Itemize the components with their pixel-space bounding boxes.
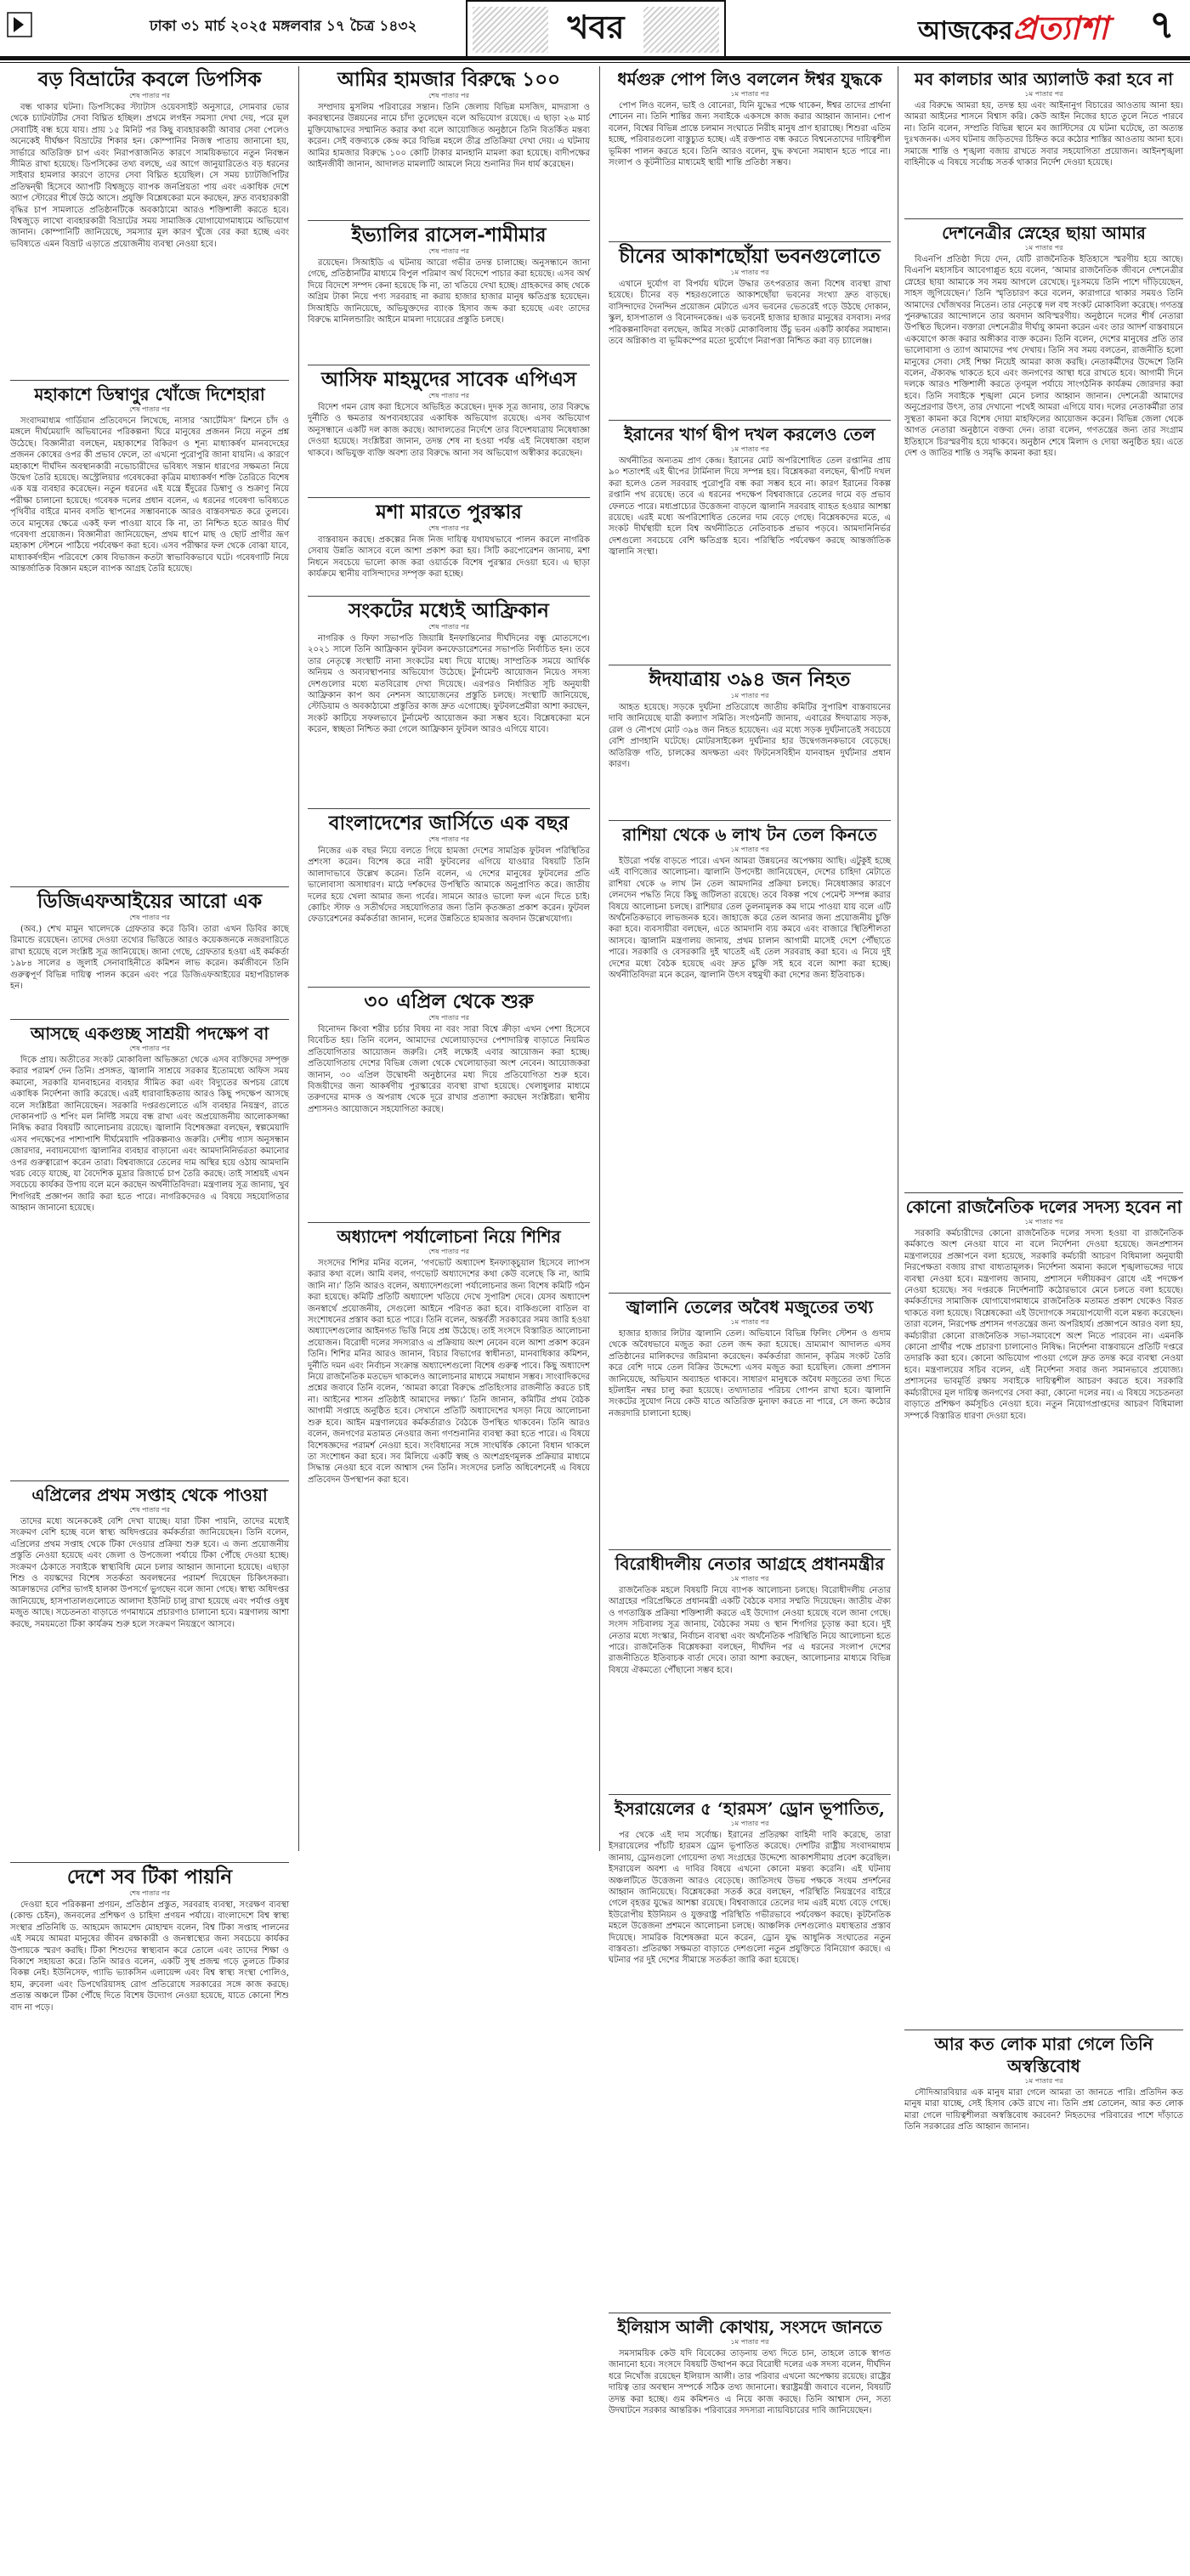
article-adhyadesh bbox=[308, 1222, 590, 2169]
article-tika bbox=[10, 1862, 289, 2104]
logo-prefix: আজকের bbox=[918, 16, 1013, 46]
article-ekgucchho bbox=[10, 1019, 289, 1476]
article-body: দিকে প্রায়। অতীতের সংকট মোকাবিলা অভিজ্ঞতা থেকে এসব ব্যক্তিদের সম্পৃক্ত করার পরামর্শ দেন তিনি। প্রসঙ্গত, জ্বালানি সাশ্রয়ে সরকার ইতোমধ্যে অফিস সময় কমানো, সরকারি যানবাহনের ব্যবহার সীমিত করা এবং বিদ্যুতের অপচয় রোধে একাধিক নির্দেশনা জারি করেছে। এরই ধারাবাহিকতায় আরও কিছু পদক্ষেপ আসছে বলে সংশ্লিষ্টরা জানিয়েছেন। সরকারি দপ্তরগুলোতে এসি ব্যবহার নিয়ন্ত্রণ, রাতে দোকানপাট ও শপিং মল নির্দিষ্ট সময়ে বন্ধ রাখা এবং অপ্রয়োজনীয় আলোকসজ্জা নিষিদ্ধ করার বিষয়টি আলোচনায় রয়েছে। জ্বালানি বিশেষজ্ঞরা বলছেন, স্বল্পমেয়াদি এসব পদক্ষেপের পাশাপাশি দীর্ঘমেয়াদি পরিকল্পনাও জরুরি। দেশীয় গ্যাস অনুসন্ধান জোরদার, নবায়নযোগ্য জ্বালানির ব্যবহার বাড়ানো এবং আমদানিনির্ভরতা কমানোর ওপর গুরুত্বারোপ করেন তারা। বিশ্ববাজারে তেলের দাম অস্থির হয়ে ওঠায় আমদানি খরচ বেড়ে যাচ্ছে, যা বৈদেশিক মুদ্রার রিজার্ভে চাপ তৈরি করছে। তাই সাশ্রয়ই এখন সবচেয়ে কার্যকর উপায় বলে মনে করছেন অর্থনীতিবিদরা। মন্ত্রণালয় সূত্র জানায়, খুব শিগগিরই প্রজ্ঞাপন জারি করা হতে পারে। নাগরিকদেরও এ বিষয়ে সহযোগিতার আহ্বান জানানো হয়েছে। bbox=[10, 1056, 289, 1214]
article-headline: আসছে একগুচ্ছ সাশ্রয়ী পদক্ষেপ বা bbox=[30, 1023, 269, 1044]
article-deshnetri bbox=[904, 218, 1183, 1188]
article-headline: ঈদযাত্রায় ৩৯৪ জন নিহত bbox=[649, 668, 851, 691]
article-divider bbox=[609, 820, 891, 821]
continued-from-label: ১ম পাতার পর bbox=[730, 1318, 769, 1326]
article-dipsik bbox=[10, 68, 289, 376]
continued-from-label: ১ম পাতার পর bbox=[730, 1575, 769, 1582]
continued-from-label: শেষ পাতার পর bbox=[129, 914, 170, 921]
continued-from-label: ১ম পাতার পর bbox=[730, 2338, 769, 2346]
article-headline: ৩০ এপ্রিল থেকে শুরু bbox=[364, 990, 534, 1013]
article-headline: সংকটের মধ্যেই আফ্রিকান bbox=[348, 599, 549, 622]
continued-from-label: শেষ পাতার পর bbox=[129, 1889, 170, 1897]
article-body: সংসদের শিশির মনির বলেন, ‘গণভোট অধ্যাদেশ ইনফ্যাক্চুয়াল হিসেবে ল্যাপস করার কথা বলে। আমি বলব, গণভোট অধ্যাদেশের কথা কেউ বলেছে কি না, আমি জানি না।’ তিনি আরও বলেন, অধ্যাদেশগুলো পর্যালোচনার জন্য বিশেষ কমিটি গঠন করা হয়েছে। কমিটি প্রতিটি অধ্যাদেশ খতিয়ে দেখে সুপারিশ দেবে। যেসব অধ্যাদেশ জনস্বার্থে প্রয়োজনীয়, সেগুলো আইনে পরিণত করা হবে। বাকিগুলো বাতিল বা সংশোধনের প্রস্তাব করা হতে পারে। তিনি বলেন, অন্তর্বর্তী সরকারের সময় জারি হওয়া অধ্যাদেশগুলোর আইনগত ভিত্তি নিয়ে প্রশ্ন উঠেছে। তাই সংসদে বিস্তারিত আলোচনা প্রয়োজন। বিরোধী দলের সদস্যরাও এ প্রক্রিয়ায় অংশ নেবেন বলে আশা প্রকাশ করেন তিনি। শিশির মনির আরও জানান, বিচার বিভাগের স্বাধীনতা, মানবাধিকার কমিশন, দুর্নীতি দমন এবং নির্বাচন সংক্রান্ত অধ্যাদেশগুলো বিশেষ গুরুত্ব পাবে। কিছু অধ্যাদেশ নিয়ে রাজনৈতিক মতভেদ থাকলেও আলোচনার মাধ্যমে সমাধান সম্ভব। সাংবাদিকদের প্রশ্নের জবাবে তিনি বলেন, ‘আমরা কারো বিরুদ্ধে প্রতিহিংসার রাজনীতি করতে চাই না। আইনের শাসন প্রতিষ্ঠাই আমাদের লক্ষ্য।’ তিনি জানান, কমিটির প্রথম বৈঠক আগামী সপ্তাহে অনুষ্ঠিত হবে। সেখানে প্রতিটি অধ্যাদেশের খসড়া নিয়ে আলোচনা শুরু হবে। আইন মন্ত্রণালয়ের কর্মকর্তারাও বৈঠকে উপস্থিত থাকবেন। তিনি আরও বলেন, জনগণের মতামত নেওয়ার জন্য গণশুনানির ব্যবস্থা করা হতে পারে। এ বিষয়ে বিশেষজ্ঞদের পরামর্শ নেওয়া হবে। সংবিধানের সঙ্গে সাংঘর্ষিক কোনো বিধান থাকলে তা সংশোধন করা হবে। সব মিলিয়ে একটি স্বচ্ছ ও অংশগ্রহণমূলক প্রক্রিয়ার মাধ্যমে সিদ্ধান্ত নেওয়া হবে বলে আশ্বাস দেন তিনি। সংসদের চলতি অধিবেশনেই এ বিষয়ে প্রতিবেদন উপস্থাপন করা হবে। bbox=[308, 1259, 590, 1485]
article-headline: অধ্যাদেশ পর্যালোচনা নিয়ে শিশির bbox=[337, 1226, 561, 1247]
article-headline: আমির হামজার বিরুদ্ধে ১০০ bbox=[337, 68, 561, 91]
continued-from-label: ১ম পাতার পর bbox=[1024, 2077, 1063, 2085]
article-headline: মহাকাশে ডিম্বাণুর খোঁজে দিশেহারা bbox=[34, 384, 265, 405]
article-divider bbox=[308, 808, 590, 809]
article-divider bbox=[10, 1862, 289, 1863]
article-headline: কোনো রাজনৈতিক দলের সদস্য হবেন না bbox=[905, 1197, 1182, 1217]
article-headline: ইলিয়াস আলী কোথায়, সংসদে জানতে bbox=[617, 2317, 882, 2337]
article-body: দেওয়া হবে পরিকল্পনা প্রণয়ন, প্রতিষ্ঠান প্রস্তুত, সরবরাহ ব্যবস্থা, সংরক্ষণ ব্যবস্থা (কোল্ড চেইন), জনবলের প্রশিক্ষণ ও চাহিদা প্রণয়ন পর্যায়ে। বাংলাদেশে বিশ্ব স্বাস্থ্য সংস্থার প্রতিনিধি ড. আহমেদ জামশেদ মোহাম্মদ বলেন, বিশ্ব টিকা সপ্তাহ পালনের এই সময়ে আমরা মানুষের জীবন রক্ষাকারী ও জনস্বাস্থ্যের জন্য সবচেয়ে কার্যকর উপায়কে স্মরণ করছি। টিকা শিশুদের স্বাস্থ্যবান করে তোলে এবং তাদের শিক্ষা ও বিকাশে সহায়তা করে। তিনি আরও বলেন, একটি সুস্থ প্রজন্ম গড়ে তুলতে টিকার বিকল্প নেই। ইউনিসেফ, গ্যাভি ভ্যাকসিন এলায়েন্স এবং বিশ্ব স্বাস্থ্য সংস্থা পোলিও, হাম, রুবেলা এবং ডিপথেরিয়াসহ রোগ প্রতিরোধে সরকারের সঙ্গে কাজ করছে। প্রত্যন্ত অঞ্চলে টিকা পৌঁছে দিতে বিশেষ উদ্যোগ নেওয়া হয়েছে, যাতে কোনো শিশু বাদ না পড়ে। bbox=[10, 1900, 289, 2013]
article-headline: ইরানের খার্গ দ্বীপ দখল করলেও তেল bbox=[624, 424, 876, 444]
column-2 bbox=[308, 66, 590, 1851]
article-headline: আসিফ মাহমুদের সাবেক এপিএস bbox=[320, 368, 577, 391]
continued-from-label: শেষ পাতার পর bbox=[428, 1014, 469, 1022]
continued-from-label: ১ম পাতার পর bbox=[730, 692, 769, 699]
article-divider bbox=[308, 596, 590, 597]
article-africa bbox=[308, 596, 590, 804]
continued-from-label: ১ম পাতার পর bbox=[1024, 1218, 1063, 1226]
article-birodhi bbox=[609, 1549, 891, 1790]
article-body: বাস্তবায়ন করছে। প্রকল্পের নিজ নিজ দায়িত্ব যথাযথভাবে পালন করলে নাগরিক সেবায় উন্নতি আসবে বলে আশা প্রকাশ করা হয়। সিটি করপোরেশন জানায়, মশা নিধনে সবচেয়ে ভালো কাজ করা ওয়ার্ডকে বিশেষ পুরস্কার দেওয়া হবে। এ ছাড়া কার্যক্রমে স্থানীয় বাসিন্দাদের সম্পৃক্ত করা হচ্ছে। bbox=[308, 535, 590, 580]
article-april bbox=[10, 1480, 289, 1858]
article-body: অর্থনীতির অন্যতম প্রাণ কেন্দ্র। ইরানের মোট অপরিশোধিত তেল রপ্তানির প্রায় ৯০ শতাংশই এই দ্বীপের টার্মিনাল দিয়ে সম্পন্ন হয়। বিশ্লেষকরা বলছেন, দ্বীপটি দখল করা হলেও তেল সরবরাহ পুরোপুরি বন্ধ করা সম্ভব হবে না। কারণ ইরানের বিকল্প রপ্তানি পথ রয়েছে। তবে এ ধরনের পদক্ষেপ বিশ্ববাজারে তেলের দামে বড় প্রভাব ফেলতে পারে। মধ্যপ্রাচ্যের উত্তেজনা বাড়লে জ্বালানি সরবরাহ ব্যাহত হওয়ার আশঙ্কা রয়েছে। এরই মধ্যে অপরিশোধিত তেলের দাম বেড়ে গেছে। বিশ্লেষকদের মতে, এ সংকট দীর্ঘস্থায়ী হলে বিশ্ব অর্থনীতিতে নেতিবাচক প্রভাব পড়বে। আমদানিনির্ভর দেশগুলো সবচেয়ে বেশি ক্ষতিগ্রস্ত হবে। পরিস্থিতি পর্যবেক্ষণ করছে আন্তর্জাতিক জ্বালানি সংস্থা। bbox=[609, 456, 891, 558]
article-mahakash bbox=[10, 380, 289, 882]
article-body: সংবাদমাধ্যম গার্ডিয়ান প্রতিবেদনে লিখেছে, নাসার ‘আর্টেমিস’ মিশনে চাঁদ ও মঙ্গলে দীর্ঘমেয়াদি অভিযানের পরিকল্পনা ঘিরে মানুষের প্রজনন নিয়ে নতুন প্রশ্ন উঠেছে। বিজ্ঞানীরা বলছেন, মহাকাশের বিকিরণ ও শূন্য মাধ্যাকর্ষণ মানবদেহের প্রজনন কোষের ওপর কী প্রভাব ফেলে, তা এখনো পুরোপুরি জানা যায়নি। এ কারণে মহাকাশে দীর্ঘদিন অবস্থানকারী নভোচারীদের ভবিষ্যৎ সন্তান ধারণের সক্ষমতা নিয়ে উদ্বেগ তৈরি হয়েছে। অস্ট্রেলিয়ার গবেষকেরা কৃত্রিম মাধ্যাকর্ষণ শক্তি তৈরিতে বিশেষ এক যন্ত্র ব্যবহার করেছেন। নতুন ধরনের এই যন্ত্রে ইঁদুরের ডিম্বাণু ও শুক্রাণু নিয়ে পরীক্ষা চালানো হয়েছে। গবেষক দলের প্রধান বলেন, এ ধরনের গবেষণা ভবিষ্যতে পৃথিবীর বাইরে মানব বসতি স্থাপনের সম্ভাবনাকে আরও বাস্তবসম্মত করে তুলবে। তবে মানুষের ক্ষেত্রে একই ফল পাওয়া যাবে কি না, তা নিশ্চিত হতে আরও দীর্ঘ গবেষণা প্রয়োজন। বিজ্ঞানীরা জানিয়েছেন, প্রথম ধাপে মাছ ও ছোট প্রাণীর ভ্রূণ মহাকাশ স্টেশনে পাঠিয়ে পর্যবেক্ষণ করা হবে। এসব পরীক্ষার ফল থেকে বোঝা যাবে, মাধ্যাকর্ষণহীন পরিবেশে কোষ বিভাজন কতটা স্বাভাবিকভাবে ঘটে। গবেষণাটি নিয়ে আন্তর্জাতিক বিজ্ঞান মহলে ব্যাপক আগ্রহ তৈরি হয়েছে। bbox=[10, 416, 289, 575]
article-divider bbox=[609, 1794, 891, 1795]
article-body: ইউরো পর্যন্ত বাড়তে পারে। এখন আমরা উন্নয়নের অপেক্ষায় আছি। এটুকুই হচ্ছে এই বাণিজ্যের আলোচনা। জ্বালানি উপদেষ্টা জানিয়েছেন, দেশের চাহিদা মেটাতে রাশিয়া থেকে ৬ লাখ টন তেল আমদানির প্রক্রিয়া চলছে। নিষেধাজ্ঞার কারণে লেনদেন পদ্ধতি নিয়ে কিছু জটিলতা রয়েছে। তবে বিকল্প পথে পেমেন্ট সম্পন্ন করার বিষয়ে আলোচনা চলছে। রাশিয়ার তেল তুলনামূলক কম দামে পাওয়া যায় বলে এটি অর্থনৈতিকভাবে লাভজনক হবে। জাহাজে করে তেল আনার জন্য প্রয়োজনীয় চুক্তি করা হবে। ব্যবসায়ীরা বলছেন, এতে আমদানি ব্যয় কমবে এবং বাজারে স্থিতিশীলতা আসবে। জ্বালানি মন্ত্রণালয় জানায়, প্রথম চালান আগামী মাসেই দেশে পৌঁছাতে পারে। সরকারি ও বেসরকারি দুই খাতেই এই তেল সরবরাহ করা হবে। এ নিয়ে দুই দেশের মধ্যে বৈঠক হয়েছে এবং দ্রুত চুক্তি সই হবে বলে আশা করা হচ্ছে। অর্থনীতিবিদরা মনে করেন, জ্বালানি উৎস বহুমুখী করা দেশের জন্য ইতিবাচক। bbox=[609, 857, 891, 981]
article-divider bbox=[904, 218, 1183, 219]
page-number bbox=[1134, 0, 1190, 56]
continued-from-label: শেষ পাতার পর bbox=[129, 405, 170, 413]
continued-from-label: শেষ পাতার পর bbox=[428, 835, 469, 843]
column-3 bbox=[609, 66, 891, 2416]
masthead-rule bbox=[0, 56, 1190, 60]
article-body: সৌদিআরবিয়ার এক মানুষ মারা গেলে আমরা তা জানতে পারি। প্রতিদিন কত মানুষ মারা যাচ্ছে, সেই হিসাব কেউ রাখে না। তিনি প্রশ্ন তোলেন, আর কত লোক মারা গেলে দায়িত্বশীলরা অস্বস্তিবোধ করবেন? নিহতদের পরিবারের পাশে দাঁড়াতে তিনি সরকারের প্রতি আহ্বান জানান। bbox=[904, 2088, 1183, 2132]
article-body: রয়েছেন। সিআইডি এ ঘটনায় আরো গভীর তদন্ত চালাচ্ছে। অনুসন্ধানে জানা গেছে, প্রতিষ্ঠানটির মাধ্যমে বিপুল পরিমাণ অর্থ বিদেশে পাচার করা হয়েছে। এসব অর্থ দিয়ে বিদেশে সম্পদ কেনা হয়েছে কি না, তা খতিয়ে দেখা হচ্ছে। গ্রাহকদের কাছ থেকে অগ্রিম টাকা নিয়ে পণ্য সরবরাহ না করায় হাজার হাজার মানুষ ক্ষতিগ্রস্ত হয়েছেন। সিআইডি জানিয়েছে, অভিযুক্তদের ব্যাংক হিসাব জব্দ করা হয়েছে এবং তাদের বিরুদ্ধে মানিলন্ডারিং আইনে মামলা দায়েরের প্রস্তুতি চলছে। bbox=[308, 258, 590, 326]
article-eid bbox=[609, 665, 891, 816]
article-divider bbox=[10, 380, 289, 381]
dateline: ঢাকা ৩১ মার্চ ২০২৫ মঙ্গলবার ১৭ চৈত্র ১৪৩২ bbox=[150, 18, 417, 35]
article-divider bbox=[10, 1019, 289, 1020]
article-russia bbox=[609, 820, 891, 1288]
article-divider bbox=[308, 220, 590, 221]
article-body: পর থেকে এই দাম সর্বোচ্চ। ইরানের প্রতিরক্ষা বাহিনী দাবি করেছে, তারা ইসরায়েলের পাঁচটি হারমস ড্রোন ভূপাতিত করেছে। দেশটির রাষ্ট্রীয় সংবাদমাধ্যম জানায়, ড্রোনগুলো গোয়েন্দা তথ্য সংগ্রহের উদ্দেশ্যে আকাশসীমায় প্রবেশ করেছিল। ইসরায়েল অবশ্য এ দাবির বিষয়ে এখনো কোনো মন্তব্য করেনি। এই ঘটনায় অঞ্চলটিতে উত্তেজনা আরও বেড়েছে। জাতিসংঘ উভয় পক্ষকে সংযম প্রদর্শনের আহ্বান জানিয়েছে। বিশ্লেষকেরা সতর্ক করে বলছেন, পরিস্থিতি নিয়ন্ত্রণের বাইরে গেলে বৃহত্তর যুদ্ধের আশঙ্কা রয়েছে। বিশ্ববাজারে তেলের দাম এরই মধ্যে বেড়ে গেছে। ইউরোপীয় ইউনিয়ন ও যুক্তরাষ্ট্র পরিস্থিতি গভীরভাবে পর্যবেক্ষণ করছে। কূটনৈতিক মহলে উত্তেজনা প্রশমনে আলোচনা চলছে। আঞ্চলিক দেশগুলোও মধ্যস্থতার প্রস্তাব দিয়েছে। সামরিক বিশেষজ্ঞরা মনে করেন, ড্রোন যুদ্ধ আধুনিক সংঘাতের নতুন বাস্তবতা। প্রতিরক্ষা সক্ষমতা বাড়াতে দেশগুলো নতুন প্রযুক্তিতে বিনিয়োগ করছে। এ ঘটনার পর দুই দেশের সীমান্তে সতর্কতা জারি করা হয়েছে। bbox=[609, 1831, 891, 1966]
article-body: এখানে দুর্যোগ বা বিপর্যয় ঘটলে উদ্ধার তৎপরতার জন্য বিশেষ ব্যবস্থা রাখা হয়েছে। চীনের বড় শহরগুলোতে আকাশছোঁয়া ভবনের সংখ্যা দ্রুত বাড়ছে। বাসিন্দাদের দৈনন্দিন প্রয়োজন মেটাতে এসব ভবনের ভেতরেই গড়ে উঠছে দোকান, স্কুল, হাসপাতাল ও বিনোদনকেন্দ্র। এক ভবনেই হাজার হাজার মানুষের বসবাস। নগর পরিকল্পনাবিদরা বলছেন, জমির সংকট মোকাবিলায় উঁচু ভবন একটি কার্যকর সমাধান। তবে অগ্নিকাণ্ড বা ভূমিকম্পের মতো দুর্যোগে নিরাপত্তা নিশ্চিত করা বড় চ্যালেঞ্জ। bbox=[609, 280, 891, 347]
article-body: নিজের এক বছর নিয়ে বলতে গিয়ে হামজা দেশের সামগ্রিক ফুটবল পরিস্থিতির প্রশংসা করেন। বিশেষ করে নারী ফুটবলের এগিয়ে যাওয়ার বিষয়টি তিনি আলাদাভাবে উল্লেখ করেন। তিনি বলেন, এ দেশের মানুষের ফুটবলের প্রতি ভালোবাসা অসাধারণ। মাঠে দর্শকদের উপস্থিতি আমাকে অনুপ্রাণিত করে। জাতীয় দলের হয়ে খেলা আমার জন্য গর্বের। সামনে আরও ভালো ফল এনে দিতে চাই। কোচিং স্টাফ ও সতীর্থদের সহযোগিতার জন্য তিনি কৃতজ্ঞতা প্রকাশ করেন। ফুটবল ফেডারেশনের কর্মকর্তারা জানান, দলের উন্নতিতে হামজার অবদান উল্লেখযোগ্য। bbox=[308, 846, 590, 925]
column-divider bbox=[298, 66, 299, 1851]
article-headline: ইভ্যালির রাসেল-শামীমার bbox=[351, 224, 547, 246]
article-divider bbox=[308, 497, 590, 498]
logo-main: প্রত্যাশা bbox=[1012, 8, 1108, 47]
article-body: হাজার হাজার লিটার জ্বালানি তেল। অভিযানে বিভিন্ন ফিলিং স্টেশন ও গুদাম থেকে অবৈধভাবে মজুত করা তেল জব্দ করা হয়েছে। ভ্রাম্যমাণ আদালত এসব প্রতিষ্ঠানের মালিকদের জরিমানা করেছেন। কর্মকর্তারা জানান, কৃত্রিম সংকট তৈরি করে বেশি দামে তেল বিক্রির উদ্দেশ্যে এসব মজুত করা হয়েছিল। জেলা প্রশাসন জানিয়েছে, অভিযান অব্যাহত থাকবে। সাধারণ মানুষকে অবৈধ মজুতের তথ্য দিতে হটলাইন নম্বর চালু করা হয়েছে। তথ্যদাতার পরিচয় গোপন রাখা হবে। জ্বালানি সংকটের সুযোগ নিয়ে কেউ যাতে অতিরিক্ত মুনাফা করতে না পারে, সে জন্য কঠোর নজরদারি চালানো হচ্ছে। bbox=[609, 1329, 891, 1418]
article-april30 bbox=[308, 987, 590, 1218]
article-jersey bbox=[308, 808, 590, 982]
column-divider bbox=[599, 66, 600, 1851]
continued-from-label: শেষ পাতার পর bbox=[428, 92, 469, 99]
article-body: তাদের মধ্যে অনেককেই বেশি দেখা যাচ্ছে। যারা টিকা পায়নি, তাদের মধ্যেই সংক্রমণ বেশি হচ্ছে বলে স্বাস্থ্য অধিদপ্তরের কর্মকর্তারা জানিয়েছেন। তিনি বলেন, এপ্রিলের প্রথম সপ্তাহ থেকে টিকা দেওয়ার প্রক্রিয়া শুরু হবে। এ জন্য প্রয়োজনীয় প্রস্তুতি নেওয়া হয়েছে এবং জেলা ও উপজেলা পর্যায়ে টিকা পৌঁছে দেওয়া হচ্ছে। সংক্রমণ ঠেকাতে সবাইকে স্বাস্থ্যবিধি মেনে চলার আহ্বান জানানো হয়েছে। এছাড়া শিশু ও বয়স্কদের বিশেষ সতর্কতা অবলম্বনের পরামর্শ দিয়েছেন চিকিৎসকরা। আক্রান্তদের বেশির ভাগই হালকা উপসর্গে ভুগছেন বলে জানা গেছে। স্বাস্থ্য অধিদপ্তর জানিয়েছে, হাসপাতালগুলোতে আলাদা ইউনিট চালু রাখা হয়েছে এবং পর্যাপ্ত ওষুধ মজুত আছে। সচেতনতা বাড়াতে গণমাধ্যমে প্রচারণাও চালানো হবে। মন্ত্রণালয় আশা করছে, সময়মতো টিকা কার্যক্রম শুরু হলে সংক্রমণ নিয়ন্ত্রণে আসবে। bbox=[10, 1517, 289, 1629]
continued-from-label: শেষ পাতার পর bbox=[428, 247, 469, 255]
article-divider bbox=[308, 1222, 590, 1223]
article-headline: চীনের আকাশছোঁয়া ভবনগুলোতে bbox=[619, 245, 881, 268]
page-corner-mark-icon bbox=[7, 12, 32, 37]
section-title: খবর bbox=[548, 3, 643, 57]
section-title-box bbox=[466, 0, 726, 59]
continued-from-label: ১ম পাতার পর bbox=[1024, 244, 1063, 252]
article-headline: মশা মারতে পুরস্কার bbox=[376, 501, 522, 524]
article-body: বিনোদন কিংবা শরীর চর্চার বিষয় না বরং সারা বিশ্বে ক্রীড়া এখন পেশা হিসেবে বিবেচিত হয়। তিনি বলেন, আমাদের খেলোয়াড়দের পেশাদারিত্ব বাড়াতে নিয়মিত প্রতিযোগিতার আয়োজন জরুরি। সেই লক্ষ্যেই এবার আয়োজন করা হচ্ছে। প্রতিযোগিতায় দেশের বিভিন্ন জেলা থেকে খেলোয়াড়রা অংশ নেবেন। আয়োজকরা জানান, ৩০ এপ্রিল উদ্বোধনী অনুষ্ঠানের মধ্য দিয়ে প্রতিযোগিতা শুরু হবে। বিজয়ীদের জন্য আকর্ষণীয় পুরস্কারের ব্যবস্থা রাখা হয়েছে। খেলাধুলার মাধ্যমে তরুণদের মাদক ও অপরাধ থেকে দূরে রাখার প্রত্যাশা করছেন সংশ্লিষ্টরা। স্থানীয় প্রশাসনও আয়োজনে সহযোগিতা করছে। bbox=[308, 1025, 590, 1114]
article-headline: বাংলাদেশের জার্সিতে এক বছর bbox=[328, 812, 570, 835]
newspaper-logo bbox=[918, 3, 1122, 51]
article-body: বিদেশ গমন রোধ করা হিসেবে অভিহিত করেছেন। দুদক সূত্র জানায়, তার বিরুদ্ধে দুর্নীতি ও ক্ষমতার অপব্যবহারের একাধিক অভিযোগ রয়েছে। এসব অভিযোগ অনুসন্ধানে একটি দল কাজ করছে। আদালতের নির্দেশে তার বিদেশযাত্রায় নিষেধাজ্ঞা দেওয়া হয়েছে। সংশ্লিষ্টরা জানান, তদন্ত শেষ না হওয়া পর্যন্ত এই নিষেধাজ্ঞা বহাল থাকবে। অভিযুক্ত ব্যক্তি অবশ্য তার বিরুদ্ধে আনা সব অভিযোগ অস্বীকার করেছেন। bbox=[308, 403, 590, 458]
article-divider bbox=[10, 1480, 289, 1481]
article-body: বন্ধ থাকার ঘটনা। ডিপসিকের স্ট্যাটাস ওয়েবসাইট অনুসারে, সোমবার ভোর থেকে চ্যাটবটটির সেবা বিঘ্নিত হচ্ছিল। প্রথমে লগইন সমস্যা দেখা দেয়, পরে মূল সেবাটিই বন্ধ হয়ে যায়। প্রায় ১৫ মিনিট পর কিছু ব্যবহারকারী আবার সেবা পেলেও অনেকেই দীর্ঘক্ষণ বিভ্রাটের শিকার হন। কোম্পানির নিজস্ব পাতায় জানানো হয়, সার্ভারে অতিরিক্ত চাপ এবং নিরাপত্তাজনিত কারণে সাময়িকভাবে নতুন নিবন্ধন সীমিত রাখা হয়েছে। ডিপসিকের তথ্য বলছে, এর আগে জানুয়ারিতেও বড় ধরনের সাইবার হামলার কারণে তাদের সেবা বিঘ্নিত হয়েছিল। সে সময় চ্যাটজিপিটির প্রতিদ্বন্দ্বী হিসেবে অ্যাপটি বিশ্বজুড়ে ব্যাপক জনপ্রিয়তা পায় এবং একাধিক দেশে অ্যাপ স্টোরের শীর্ষে উঠে আসে। প্রযুক্তি বিশ্লেষকেরা মনে করছেন, দ্রুত ব্যবহারকারী বৃদ্ধির চাপ সামলাতে প্রতিষ্ঠানটিকে অবকাঠামো আরও শক্তিশালী করতে হবে। বিশ্বজুড়ে লাখো ব্যবহারকারী বিভ্রাটের সময় সামাজিক যোগাযোগমাধ্যমে অভিযোগ জানান। কোম্পানিটি জানিয়েছে, সমস্যার মূল কারণ খুঁজে বের করা হচ্ছে এবং ভবিষ্যতে এমন বিভ্রাট এড়াতে প্রয়োজনীয় ব্যবস্থা নেওয়া হবে। bbox=[10, 103, 289, 249]
article-harms bbox=[609, 1794, 891, 2308]
article-headline: জ্বালানি তেলের অবৈধ মজুতের তথ্য bbox=[626, 1297, 874, 1317]
article-divider bbox=[10, 886, 289, 887]
article-body: আহত হয়েছে। সড়কে দুর্ঘটনা প্রতিরোধে জাতীয় কমিটির সুপারিশ বাস্তবায়নের দাবি জানিয়েছে যাত্রী কল্যাণ সমিতি। সংগঠনটি জানায়, এবারের ঈদযাত্রায় সড়ক, রেল ও নৌপথে মোট ৩৯৪ জন নিহত হয়েছেন। এর মধ্যে সড়ক দুর্ঘটনাতেই সবচেয়ে বেশি প্রাণহানি ঘটেছে। মোটরসাইকেল দুর্ঘটনার হার উদ্বেগজনকভাবে বেড়েছে। অতিরিক্ত গতি, চালকের অদক্ষতা এবং ফিটনেসবিহীন যানবাহন দুর্ঘটনার প্রধান কারণ। bbox=[609, 703, 891, 770]
article-hamza bbox=[308, 68, 590, 216]
continued-from-label: ১ম পাতার পর bbox=[730, 269, 769, 276]
continued-from-label: শেষ পাতার পর bbox=[428, 623, 469, 631]
article-divider bbox=[308, 987, 590, 988]
article-headline: বড় বিভ্রাটের কবলে ডিপসিক bbox=[37, 68, 262, 91]
article-divider bbox=[609, 420, 891, 421]
article-body: সম্প্রদায় মুসলিম পরিবারের সন্তান। তিনি জেলায় বিভিন্ন মসজিদ, মাদরাসা ও কবরস্থানের উন্নয়নের নামে চাঁদা তুলেছেন বলে অভিযোগ রয়েছে। এ ছাড়া ২৬ মার্চ মুক্তিযোদ্ধাদের সম্মানিত করার কথা বলে আয়োজিত অনুষ্ঠানে তিনি বিতর্কিত মন্তব্য করেন। সেই বক্তব্যকে কেন্দ্র করে বিভিন্ন মহলে তীব্র প্রতিক্রিয়া দেখা দেয়। এ ঘটনায় আমির হামজার বিরুদ্ধে ১০০ কোটি টাকার মানহানি মামলা করা হয়েছে। বাদীপক্ষের আইনজীবী জানান, আদালত মামলাটি আমলে নিয়ে শুনানির দিন ধার্য করেছেন। bbox=[308, 103, 590, 170]
continued-from-label: শেষ পাতার পর bbox=[428, 1248, 469, 1255]
article-divider bbox=[609, 1549, 891, 1550]
article-headline: ধর্মগুরু পোপ লিও বললেন ঈশ্বর যুদ্ধকে bbox=[617, 69, 882, 89]
article-headline: ডিজিএফআইয়ের আরো এক bbox=[37, 890, 263, 913]
article-pope bbox=[609, 68, 891, 237]
article-body: সমসাময়িক কেউ যদি বিবেকের তাড়নায় তথ্য দিতে চান, তাহলে তাকে স্বাগত জানানো হবে। সংসদে বিষয়টি উত্থাপন করে বিরোধী দলের এক সদস্য বলেন, দীর্ঘদিন ধরে নিখোঁজ রয়েছেন ইলিয়াস আলী। তার পরিবার এখনো অপেক্ষায় রয়েছে। রাষ্ট্রের দায়িত্ব তার অবস্থান সম্পর্কে সঠিক তথ্য জানানো। স্বরাষ্ট্রমন্ত্রী জবাবে বলেন, বিষয়টি তদন্ত করা হচ্ছে। গুম কমিশনও এ নিয়ে কাজ করছে। তিনি আশ্বাস দেন, সত্য উদঘাটনে সরকার আন্তরিক। পরিবারের সদস্যরা ন্যায়বিচারের দাবি জানিয়েছেন। bbox=[609, 2349, 891, 2416]
continued-from-label: ১ম পাতার পর bbox=[730, 1820, 769, 1827]
article-iran bbox=[609, 420, 891, 660]
article-divider bbox=[609, 1293, 891, 1294]
article-body: (অব.) শেখ মামুন খালেদকে গ্রেফতার করে ডিবি। তারা এখন ডিবির কাছে রিমান্ডে রয়েছেন। তাদের দেওয়া তথ্যের ভিত্তিতে আরও কয়েকজনকে নজরদারিতে রাখা হয়েছে বলে সংশ্লিষ্ট সূত্র জানিয়েছে। জানা গেছে, গ্রেফতার হওয়া এই কর্মকর্তা ১৯৮৪ সালের ৪ জুলাই সেনাবাহিনীতে কমিশন লাভ করেন। কর্মজীবনে তিনি গুরুত্বপূর্ণ বিভিন্ন দায়িত্ব পালন করেন এবং পরে ডিজিএফআইয়ের মহাপরিচালক হন। bbox=[10, 925, 289, 992]
continued-from-label: শেষ পাতার পর bbox=[428, 392, 469, 399]
article-koto bbox=[904, 2030, 1183, 2144]
article-headline: দেশে সব টিকা পায়নি bbox=[66, 1865, 233, 1888]
continued-from-label: ১ম পাতার পর bbox=[730, 445, 769, 453]
article-body: সরকারি কর্মচারীদের কোনো রাজনৈতিক দলের সদস্য হওয়া বা রাজনৈতিক কর্মকাণ্ডে অংশ নেওয়া যাবে না বলে নির্দেশনা দেওয়া হয়েছে। জনপ্রশাসন মন্ত্রণালয়ের প্রজ্ঞাপনে বলা হয়েছে, সরকারি কর্মচারী আচরণ বিধিমালা অনুযায়ী নিরপেক্ষতা বজায় রাখা বাধ্যতামূলক। নির্দেশনা অমান্য করলে শৃঙ্খলাভঙ্গের দায়ে ব্যবস্থা নেওয়া হবে। মন্ত্রণালয় জানায়, প্রশাসনে দলীয়করণ রোধে এই পদক্ষেপ নেওয়া হয়েছে। সব দপ্তরকে নির্দেশনাটি কঠোরভাবে মেনে চলতে বলা হয়েছে। কর্মকর্তাদের সামাজিক যোগাযোগমাধ্যমে রাজনৈতিক মতামত প্রকাশ থেকেও বিরত থাকতে বলা হয়েছে। বিশ্লেষকেরা এই উদ্যোগকে সময়োপযোগী বলে মন্তব্য করেছেন। তারা বলেন, নিরপেক্ষ প্রশাসন গণতন্ত্রের জন্য অপরিহার্য। প্রজ্ঞাপনে আরও বলা হয়, কর্মচারীরা কোনো রাজনৈতিক সভা-সমাবেশে অংশ নিতে পারবেন না। এমনকি কোনো প্রার্থীর পক্ষে প্রচারণা চালানোও নিষিদ্ধ। নির্দেশনা বাস্তবায়নে প্রতিটি দপ্তরে তদারকি করা হবে। কোনো অভিযোগ পাওয়া গেলে দ্রুত তদন্ত করে ব্যবস্থা নেওয়া হবে। মন্ত্রণালয়ের সচিব বলেন, এই নির্দেশনা সবার জন্য সমানভাবে প্রযোজ্য। প্রশাসনের ভাবমূর্তি রক্ষায় সবাইকে দায়িত্বশীল আচরণ করতে হবে। সরকারি কর্মচারীদের মূল দায়িত্ব জনগণের সেবা করা, কোনো দলের নয়। এ বিষয়ে সচেতনতা বাড়াতে প্রশিক্ষণ কর্মসূচিও নেওয়া হবে। নতুন নিয়োগপ্রাপ্তদের আচরণ বিধিমালা সম্পর্কে বিস্তারিত ধারণা দেওয়া হবে। bbox=[904, 1229, 1183, 1421]
article-russel bbox=[308, 220, 590, 360]
article-body: নাগরিক ও ফিফা সভাপতি জিয়ান্নি ইনফান্তিনোর দীর্ঘদিনের বন্ধু মোতসেপে। ২০২১ সালে তিনি আফ্রিকান ফুটবল কনফেডারেশনের সভাপতি নির্বাচিত হন। তবে তার নেতৃত্বে সংস্থাটি নানা সংকটের মধ্য দিয়ে যাচ্ছে। সাম্প্রতিক সময়ে আর্থিক অনিয়ম ও অব্যবস্থাপনার অভিযোগ উঠেছে। টুর্নামেন্ট আয়োজন নিয়েও সদস্য দেশগুলোর মধ্যে মতবিরোধ দেখা দিয়েছে। এরপরও নির্ধারিত সূচি অনুযায়ী আফ্রিকান কাপ অব নেশনস আয়োজনের প্রস্তুতি চলছে। সংস্থাটি জানিয়েছে, স্টেডিয়াম ও অবকাঠামো প্রস্তুতির কাজ দ্রুত এগোচ্ছে। ফুটবলপ্রেমীরা আশা করছেন, সংকট কাটিয়ে সফলভাবে টুর্নামেন্ট আয়োজন করা সম্ভব হবে। বিশ্লেষকেরা মনে করেন, স্বচ্ছতা নিশ্চিত করা গেলে আফ্রিকান ফুটবল আরও এগিয়ে যাবে। bbox=[308, 634, 590, 735]
article-headline: ইসরায়েলের ৫ ‘হারমস’ ড্রোন ভূপাতিত, bbox=[614, 1798, 886, 1819]
article-headline: রাশিয়া থেকে ৬ লাখ টন তেল কিনতে bbox=[622, 824, 877, 845]
article-jalani bbox=[609, 1293, 891, 1545]
continued-from-label: ১ম পাতার পর bbox=[1024, 90, 1063, 98]
article-headline: মব কালচার আর অ্যালাউ করা হবে না bbox=[914, 69, 1174, 89]
article-body: এর বিরুদ্ধে আমরা হয়, তদন্ত হয় এবং আইনানুগ বিচারের আওতায় আনা হয়। আমরা আইনের শাসনে বিশ্বাস করি। কেউ আইন নিজের হাতে তুলে নিতে পারবে না। তিনি বলেন, সম্প্রতি বিভিন্ন স্থানে মব জাস্টিসের যে ঘটনা ঘটেছে, তা অত্যন্ত দুঃখজনক। এসব ঘটনায় জড়িতদের চিহ্নিত করে কঠোর শাস্তির আওতায় আনা হবে। সমাজে শান্তি ও শৃঙ্খলা বজায় রাখতে সবার সহযোগিতা প্রয়োজন। আইনশৃঙ্খলা বাহিনীকে এ বিষয়ে সর্বোচ্চ সতর্ক থাকার নির্দেশ দেওয়া হয়েছে। bbox=[904, 101, 1183, 168]
article-divider bbox=[904, 1192, 1183, 1193]
article-china bbox=[609, 241, 891, 416]
continued-from-label: শেষ পাতার পর bbox=[428, 524, 469, 532]
article-dgfi bbox=[10, 886, 289, 1015]
article-headline: বিরোধীদলীয় নেতার আগ্রহে প্রধানমন্ত্রীর bbox=[615, 1554, 885, 1574]
article-culture bbox=[904, 68, 1183, 214]
article-headline: এপ্রিলের প্রথম সপ্তাহ থেকে পাওয়া bbox=[31, 1485, 268, 1505]
article-body: বিএনপি প্রতিষ্ঠা দিয়ে দেন, যেটি রাজনৈতিক ইতিহাসে স্মরণীয় হয়ে আছে। বিএনপি মহাসচিব আবেগাপ্লুত হয়ে বলেন, ‘আমার রাজনৈতিক জীবনে দেশনেত্রীর স্নেহের ছায়া আমাকে সব সময় আগলে রেখেছে। দুঃসময়ে তিনি পাশে দাঁড়িয়েছেন, সাহস জুগিয়েছেন।’ তিনি স্মৃতিচারণ করে বলেন, কারাগারে থাকার সময়ও তিনি আমাদের খোঁজখবর নিতেন। তার নেতৃত্বে দল বহু সংকট মোকাবিলা করেছে। গণতন্ত্র পুনরুদ্ধারের আন্দোলনে তার অবদান অবিস্মরণীয়। অনুষ্ঠানে দলের শীর্ষ নেতারা উপস্থিত ছিলেন। বক্তারা দেশনেত্রীর দীর্ঘায়ু কামনা করেন এবং তার আদর্শ বাস্তবায়নে একযোগে কাজ করার অঙ্গীকার ব্যক্ত করেন। তিনি বলেন, দেশের মানুষের প্রতি তার ভালোবাসা ও ত্যাগ আমাদের পথ দেখায়। তিনি সব সময় বলতেন, রাজনীতি হলো মানুষের সেবা। সেই শিক্ষা নিয়েই আমরা কাজ করছি। নেতাকর্মীদের উদ্দেশে তিনি বলেন, ঐক্যবদ্ধ থাকতে হবে এবং জনগণের আস্থা ধরে রাখতে হবে। আগামী দিনে দলকে আরও শক্তিশালী করতে তৃণমূল পর্যায়ে সাংগঠনিক কার্যক্রম জোরদার করা হবে। তিনি সবাইকে শৃঙ্খলা মেনে চলার আহ্বান জানান। দেশনেত্রী আমাদের অনুপ্রেরণার উৎস, তার দেখানো পথেই আমরা এগিয়ে যাব। দলের নেতাকর্মীরা তার সুস্থতা কামনা করে বিশেষ দোয়া মাহফিলের আয়োজন করেন। বিভিন্ন জেলা থেকে আগত নেতারা অনুষ্ঠানে বক্তব্য দেন। তারা বলেন, গণতন্ত্রের জন্য তার সংগ্রাম ইতিহাসে চিরস্মরণীয় হয়ে থাকবে। অনুষ্ঠান শেষে মিলাদ ও দোয়া অনুষ্ঠিত হয়। এতে দেশ ও জাতির শান্তি ও সমৃদ্ধি কামনা করা হয়। bbox=[904, 255, 1183, 458]
column-4 bbox=[904, 66, 1183, 2132]
article-body: রাজনৈতিক মহলে বিষয়টি নিয়ে ব্যাপক আলোচনা চলছে। বিরোধীদলীয় নেতার আগ্রহের পরিপ্রেক্ষিতে প্রধানমন্ত্রী একটি বৈঠকে বসার সম্মতি দিয়েছেন। জাতীয় ঐক্য ও গণতান্ত্রিক প্রক্রিয়া শক্তিশালী করতে এই উদ্যোগ নেওয়া হয়েছে বলে জানা গেছে। সংসদ সচিবালয় সূত্র জানায়, বৈঠকের সময় ও স্থান শিগগির চূড়ান্ত করা হবে। দুই নেতার মধ্যে সংস্কার, নির্বাচন ব্যবস্থা এবং অর্থনৈতিক পরিস্থিতি নিয়ে আলোচনা হতে পারে। রাজনৈতিক বিশ্লেষকরা বলছেন, দীর্ঘদিন পর এ ধরনের সংলাপ দেশের রাজনীতিতে ইতিবাচক বার্তা দেবে। তারা আশা করছেন, আলোচনার মাধ্যমে বিভিন্ন বিষয়ে ঐকমত্যে পৌঁছানো সম্ভব হবে। bbox=[609, 1586, 891, 1675]
masthead bbox=[0, 0, 1190, 75]
continued-from-label: শেষ পাতার পর bbox=[129, 1045, 170, 1052]
article-rajnoitik bbox=[904, 1192, 1183, 2025]
article-headline: আর কত লোক মারা গেলে তিনি অস্বস্তিবোধ bbox=[934, 2034, 1153, 2076]
article-body: পোপ লিও বলেন, ভাই ও বোনেরা, যিনি যুদ্ধের পক্ষে থাকেন, ঈশ্বর তাদের প্রার্থনা শোনেন না। তিনি শান্তির জন্য সবাইকে একসঙ্গে কাজ করার আহ্বান জানান। পোপ বলেন, বিশ্বের বিভিন্ন প্রান্তে চলমান সংঘাতে নিরীহ মানুষ প্রাণ হারাচ্ছে। শিশুরা এতিম হচ্ছে, পরিবারগুলো বাস্তুচ্যুত হচ্ছে। এই রক্তপাত বন্ধ করতে বিশ্বনেতাদের দায়িত্বশীল ভূমিকা পালন করতে হবে। তিনি আরও বলেন, যুদ্ধ কখনো সমাধান হতে পারে না। সংলাপ ও কূটনীতির মাধ্যমেই স্থায়ী শান্তি প্রতিষ্ঠা সম্ভব। bbox=[609, 101, 891, 168]
continued-from-label: ১ম পাতার পর bbox=[730, 90, 769, 98]
continued-from-label: শেষ পাতার পর bbox=[129, 92, 170, 99]
continued-from-label: শেষ পাতার পর bbox=[129, 1506, 170, 1514]
article-mosha bbox=[308, 497, 590, 592]
continued-from-label: ১ম পাতার পর bbox=[730, 846, 769, 853]
article-asif bbox=[308, 365, 590, 493]
article-ilias bbox=[609, 2313, 891, 2576]
masthead-rule-thin bbox=[0, 62, 1190, 63]
article-headline: দেশনেত্রীর স্নেহের ছায়া আমার bbox=[942, 223, 1146, 243]
column-1 bbox=[10, 66, 289, 2013]
page-number-value: ৭ bbox=[1149, 2, 1175, 48]
article-divider bbox=[609, 241, 891, 242]
